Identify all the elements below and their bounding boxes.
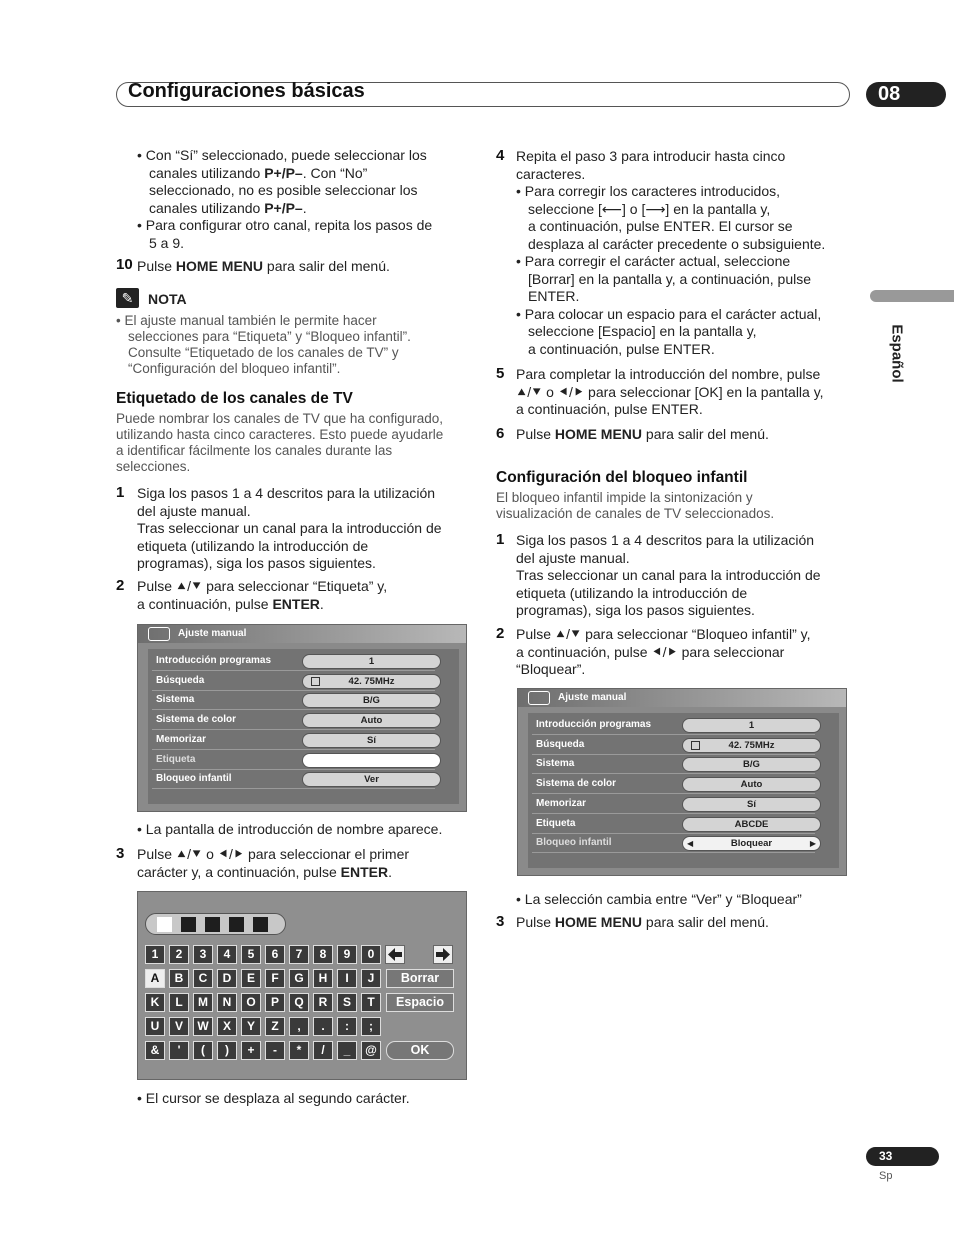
ajuste-manual-screen-2 xyxy=(517,688,847,876)
menu-row-label: Sistema de color xyxy=(536,778,617,790)
menu-row-label: Etiqueta xyxy=(156,753,196,765)
nota-title: NOTA xyxy=(148,291,187,307)
nota-line: Consulte “Etiquetado de los canales de TV” y xyxy=(128,345,399,360)
step-number: 10 xyxy=(116,256,133,273)
key-G[interactable]: G xyxy=(289,969,309,988)
menu-row xyxy=(532,755,815,774)
key-0[interactable]: 0 xyxy=(361,945,381,964)
bullet-line: 5 a 9. xyxy=(149,234,185,251)
key-V[interactable]: V xyxy=(169,1017,189,1036)
key-_[interactable]: _ xyxy=(337,1041,357,1060)
key-S[interactable]: S xyxy=(337,993,357,1012)
section2-step2 xyxy=(516,626,856,679)
key-1[interactable]: 1 xyxy=(145,945,165,964)
key-C[interactable]: C xyxy=(193,969,213,988)
menu-row xyxy=(152,751,435,770)
bullet-line: • Para configurar otro canal, repita los pasos de xyxy=(137,217,433,233)
step4-text xyxy=(516,148,856,358)
step10-pre: Pulse xyxy=(137,258,176,274)
section1-step3 xyxy=(137,846,472,881)
bullets-top xyxy=(137,147,477,252)
intro-line: Puede nombrar los canales de TV que ha configurado, xyxy=(116,411,443,426)
menu-row xyxy=(152,691,435,710)
bullet-after-menu: • La pantalla de introducción de nombre aparece. xyxy=(137,821,443,837)
name-slots xyxy=(145,913,286,935)
key-.[interactable]: . xyxy=(313,1017,333,1036)
menu-row-value[interactable]: 42. 75MHz xyxy=(682,738,821,753)
text: . xyxy=(302,199,307,216)
menu-title: Ajuste manual xyxy=(138,625,466,643)
step-number: 3 xyxy=(496,913,505,930)
sub-bullet-line: a continuación, pulse ENTER. xyxy=(528,340,715,357)
nota-line: • El ajuste manual también le permite hacer xyxy=(116,313,377,328)
menu-row xyxy=(532,795,815,814)
key-D[interactable]: D xyxy=(217,969,237,988)
step-line: programas), siga los pasos siguientes. xyxy=(137,555,376,571)
section2-bullet: • La selección cambia entre “Ver” y “Bloquear” xyxy=(516,891,802,907)
step-line: caracteres. xyxy=(516,165,586,182)
intro-line: utilizando hasta cinco caracteres. Esto puede ayudarle xyxy=(116,427,444,442)
key-A[interactable]: A xyxy=(145,969,165,988)
step6-text xyxy=(516,426,769,444)
s2step3-post: para salir del menú. xyxy=(642,914,769,930)
step-line: etiqueta (utilizando la introducción de xyxy=(137,537,369,554)
step-line: a continuación, pulse ENTER. xyxy=(516,401,703,417)
step3-enter: ENTER xyxy=(340,863,389,880)
key-N[interactable]: N xyxy=(217,993,237,1012)
key-T[interactable]: T xyxy=(361,993,381,1012)
step-line: Para completar la introducción del nombre, pulse xyxy=(516,366,821,382)
menu-row-label: Etiqueta xyxy=(536,817,576,829)
name-slot xyxy=(205,917,220,932)
step-line: programas), siga los pasos siguientes. xyxy=(516,602,755,618)
key-R[interactable]: R xyxy=(313,993,333,1012)
step-number: 1 xyxy=(116,484,125,501)
step2-enter: ENTER xyxy=(272,595,320,612)
menu-tv-icon xyxy=(148,627,170,641)
menu-row-label: Memorizar xyxy=(536,797,587,809)
name-slot xyxy=(253,917,268,932)
step-line: “Bloquear”. xyxy=(516,661,586,677)
page-lang: Sp xyxy=(879,1170,893,1182)
sub-bullet-line: seleccione [Espacio] en la pantalla y, xyxy=(528,323,757,339)
key-L[interactable]: L xyxy=(169,993,189,1012)
key-O[interactable]: O xyxy=(241,993,261,1012)
ok-key[interactable]: OK xyxy=(386,1041,454,1060)
step10-post: para salir del menú. xyxy=(263,258,390,274)
section2-step1 xyxy=(516,532,856,620)
step6-bold: HOME MENU xyxy=(554,426,643,442)
key-B[interactable]: B xyxy=(169,969,189,988)
step-line: Tras seleccionar un canal para la introducción de xyxy=(137,520,442,536)
menu-row-label: Sistema xyxy=(156,694,195,706)
key-)[interactable]: ) xyxy=(217,1041,237,1060)
menu-rows xyxy=(148,649,459,804)
key-E[interactable]: E xyxy=(241,969,261,988)
nota-text xyxy=(116,313,466,377)
key-,[interactable]: , xyxy=(289,1017,309,1036)
sub-bullet-line: a continuación, pulse ENTER. El cursor se xyxy=(528,218,793,234)
menu-row-value[interactable]: 1 xyxy=(682,718,821,733)
key-H[interactable]: H xyxy=(313,969,333,988)
text: canales utilizando xyxy=(149,199,265,216)
name-slot xyxy=(229,917,244,932)
bullet-line xyxy=(137,200,477,218)
nota-line: selecciones para “Etiqueta” y “Bloqueo infantil”. xyxy=(128,329,411,344)
menu-title: Ajuste manual xyxy=(518,689,846,707)
text: canales utilizando xyxy=(149,164,265,181)
step-line: Pulse ⯅/⯆ para seleccionar “Bloqueo infantil” y, xyxy=(516,626,811,642)
menu-row-label: Introducción programas xyxy=(156,655,272,666)
sub-bullet-line: seleccione [⟵] o [⟶] en la pantalla y, xyxy=(528,200,771,217)
nota-line: “Configuración del bloqueo infantil”. xyxy=(128,361,341,376)
menu-row xyxy=(532,834,815,853)
step3-line1: Pulse ⯅/⯆ o ⯇/⯈ para seleccionar el primer xyxy=(137,846,410,862)
key-Q[interactable]: Q xyxy=(289,993,309,1012)
arrow-right-key[interactable] xyxy=(433,945,453,964)
menu-row xyxy=(152,731,435,750)
section1-step2 xyxy=(137,578,472,613)
menu-row-value[interactable]: Sí xyxy=(682,797,821,812)
menu-row xyxy=(532,775,815,794)
menu-row-value[interactable]: 42. 75MHz xyxy=(302,674,441,689)
step-line: Siga los pasos 1 a 4 descritos para la utilización xyxy=(137,485,436,501)
menu-row xyxy=(152,770,435,789)
step-number: 6 xyxy=(496,425,505,442)
step3-line2: carácter y, a continuación, pulse xyxy=(137,863,341,880)
s2step3-pre: Pulse xyxy=(516,914,555,930)
bullet-line: seleccionado, no es posible seleccionar los xyxy=(149,182,418,198)
key-X[interactable]: X xyxy=(217,1017,237,1036)
key-5[interactable]: 5 xyxy=(241,945,261,964)
key-+[interactable]: + xyxy=(241,1041,261,1060)
espacio-key[interactable]: Espacio xyxy=(386,993,454,1012)
menu-row-label: Memorizar xyxy=(156,733,207,745)
ajuste-manual-screen-1 xyxy=(137,624,467,812)
menu-row-label: Búsqueda xyxy=(536,738,585,750)
step2-line2: a continuación, pulse xyxy=(137,595,273,612)
menu-row xyxy=(532,716,815,735)
key-K[interactable]: K xyxy=(145,993,165,1012)
page-title: Configuraciones básicas xyxy=(128,80,365,102)
page-number: 33 xyxy=(866,1147,939,1166)
menu-row xyxy=(152,672,435,691)
pencil-icon: ✎ xyxy=(116,288,139,308)
step6-post: para salir del menú. xyxy=(642,426,769,442)
step-line: Siga los pasos 1 a 4 descritos para la utilización xyxy=(516,532,815,548)
key-F[interactable]: F xyxy=(265,969,285,988)
bullet-line: • Con “Sí” seleccionado, puede seleccionar los xyxy=(137,147,427,163)
side-tab xyxy=(870,290,954,302)
arrow-left-key[interactable] xyxy=(385,945,405,964)
key-8[interactable]: 8 xyxy=(313,945,333,964)
key-J[interactable]: J xyxy=(361,969,381,988)
key-M[interactable]: M xyxy=(193,993,213,1012)
menu-row-label: Búsqueda xyxy=(156,674,205,686)
bullet-after-keyboard: • El cursor se desplaza al segundo carácter. xyxy=(137,1090,410,1106)
step5-text xyxy=(516,366,856,419)
step10-bold: HOME MENU xyxy=(175,258,264,274)
menu-row-label: Sistema xyxy=(536,758,575,770)
step3-period: . xyxy=(388,863,392,880)
menu-tv-icon xyxy=(528,691,550,705)
arrow-left-icon: ◀ xyxy=(687,839,694,849)
menu-row-label: Sistema de color xyxy=(156,714,237,726)
intro-line: visualización de canales de TV seleccionados. xyxy=(496,506,775,521)
side-language-label: Español xyxy=(888,324,906,383)
arrow-right-icon: ▶ xyxy=(809,839,816,849)
intro-line: El bloqueo infantil impide la sintonización y xyxy=(496,490,753,505)
key-3[interactable]: 3 xyxy=(193,945,213,964)
menu-row xyxy=(152,711,435,730)
step-number: 4 xyxy=(496,147,505,164)
menu-row-value[interactable] xyxy=(302,753,441,768)
key-*[interactable]: * xyxy=(289,1041,309,1060)
key-([interactable]: ( xyxy=(193,1041,213,1060)
step6-pre: Pulse xyxy=(516,426,555,442)
key-Y[interactable]: Y xyxy=(241,1017,261,1036)
section1-step1 xyxy=(137,485,472,573)
name-slot xyxy=(181,917,196,932)
menu-row-value[interactable]: Bloquear ◀ ▶ xyxy=(682,836,821,851)
step10-text xyxy=(137,258,390,276)
bullet-line xyxy=(137,165,477,183)
sub-bullet-line: [Borrar] en la pantalla y, a continuación, pulse xyxy=(528,270,812,287)
menu-row-value[interactable]: B/G xyxy=(682,757,821,772)
section1-heading: Etiquetado de los canales de TV xyxy=(116,390,353,407)
sub-bullet-line: • Para colocar un espacio para el carácter actual, xyxy=(516,305,822,322)
sub-bullet-line: • Para corregir el carácter actual, seleccione xyxy=(516,253,791,269)
section1-intro xyxy=(116,411,471,475)
key-&[interactable]: & xyxy=(145,1041,165,1060)
key-;[interactable]: ; xyxy=(361,1017,381,1036)
step-line: ⯅/⯆ o ⯇/⯈ para seleccionar [OK] en la pantalla y, xyxy=(516,383,824,400)
key-U[interactable]: U xyxy=(145,1017,165,1036)
menu-row xyxy=(532,815,815,834)
step2-line1: Pulse ⯅/⯆ para seleccionar “Etiqueta” y, xyxy=(137,578,388,594)
step2-period: . xyxy=(319,595,324,612)
menu-row-value[interactable]: Auto xyxy=(682,777,821,792)
menu-row-value[interactable]: 1 xyxy=(302,654,441,669)
s2step3-bold: HOME MENU xyxy=(554,914,643,930)
section2-step3 xyxy=(516,914,769,932)
key-I[interactable]: I xyxy=(337,969,357,988)
key-9[interactable]: 9 xyxy=(337,945,357,964)
sub-bullet-line: • Para corregir los caracteres introducidos, xyxy=(516,183,781,199)
borrar-key[interactable]: Borrar xyxy=(386,969,454,988)
step-line: Repita el paso 3 para introducir hasta cinco xyxy=(516,148,786,164)
key-W[interactable]: W xyxy=(193,1017,213,1036)
intro-line: selecciones. xyxy=(116,459,191,474)
sub-bullet-line: desplaza al carácter precedente o subsiguiente. xyxy=(528,235,826,252)
menu-row-label: Bloqueo infantil xyxy=(156,773,232,785)
step-number: 2 xyxy=(496,625,505,642)
menu-row-value[interactable]: Ver xyxy=(302,772,441,787)
tune-icon xyxy=(691,741,700,750)
key-4[interactable]: 4 xyxy=(217,945,237,964)
key-6[interactable]: 6 xyxy=(265,945,285,964)
menu-row-value[interactable]: B/G xyxy=(302,693,441,708)
key-P[interactable]: P xyxy=(265,993,285,1012)
key-:[interactable]: : xyxy=(337,1017,357,1036)
key-/[interactable]: / xyxy=(313,1041,333,1060)
name-input-keyboard xyxy=(137,891,467,1080)
menu-row-value[interactable]: Sí xyxy=(302,733,441,748)
menu-row-label: Introducción programas xyxy=(536,719,652,730)
key-'[interactable]: ' xyxy=(169,1041,189,1060)
menu-row-label: Bloqueo infantil xyxy=(536,837,612,849)
key-2[interactable]: 2 xyxy=(169,945,189,964)
menu-row xyxy=(532,736,815,755)
step-line: a continuación, pulse ⯇/⯈ para seleccionar xyxy=(516,643,785,660)
step-line: del ajuste manual. xyxy=(516,549,630,566)
text: . Con “No” xyxy=(302,164,368,181)
step-line: del ajuste manual. xyxy=(137,502,251,519)
tune-icon xyxy=(311,677,320,686)
menu-rows xyxy=(528,713,839,868)
step-number: 1 xyxy=(496,531,505,548)
key-@[interactable]: @ xyxy=(361,1041,381,1060)
key-label: P+/P– xyxy=(264,199,303,216)
step-line: Tras seleccionar un canal para la introducción de xyxy=(516,567,821,583)
section2-heading: Configuración del bloqueo infantil xyxy=(496,469,748,486)
name-slot xyxy=(157,917,172,932)
sub-bullet-line: ENTER. xyxy=(528,288,580,304)
key-label: P+/P– xyxy=(264,164,303,181)
menu-row xyxy=(152,652,435,671)
menu-row-value[interactable]: ABCDE xyxy=(682,817,821,832)
section2-intro xyxy=(496,490,851,522)
step-number: 2 xyxy=(116,577,125,594)
key--[interactable]: - xyxy=(265,1041,285,1060)
menu-row-value[interactable]: Auto xyxy=(302,713,441,728)
key-7[interactable]: 7 xyxy=(289,945,309,964)
chapter-badge: 08 xyxy=(866,82,946,107)
intro-line: a identificar fácilmente los canales durante las xyxy=(116,443,393,458)
key-Z[interactable]: Z xyxy=(265,1017,285,1036)
step-number: 3 xyxy=(116,845,125,862)
step-number: 5 xyxy=(496,365,505,382)
step-line: etiqueta (utilizando la introducción de xyxy=(516,584,748,601)
